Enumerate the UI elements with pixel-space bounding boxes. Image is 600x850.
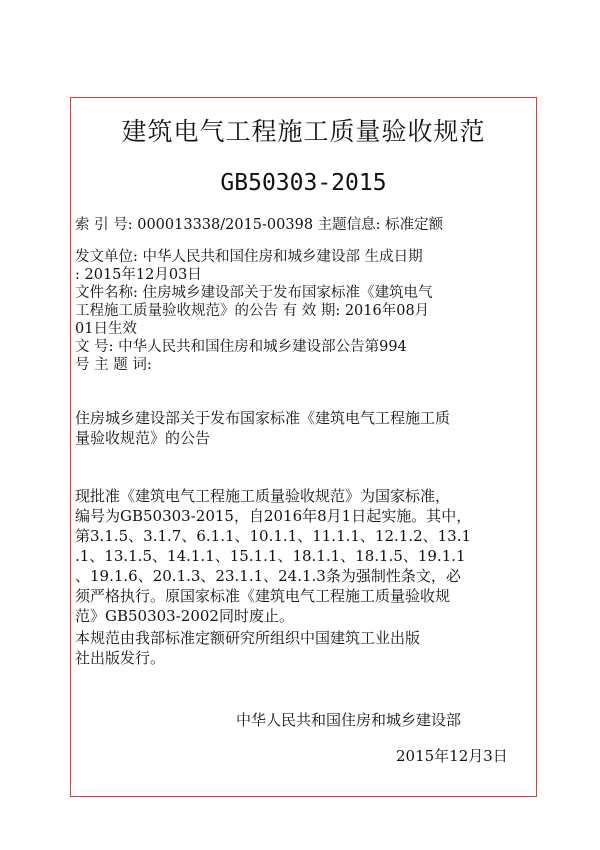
paragraph-line: 本规范由我部标准定额研究所组织中国建筑工业出版: [75, 629, 421, 647]
meta-line-docnumber: 文 号: 中华人民共和国住房和城乡建设部公告第994: [75, 339, 407, 355]
document-title: 建筑电气工程施工质量验收规范: [121, 117, 486, 146]
meta-line-effective: 01日生效: [75, 321, 137, 337]
paragraph-line: 社出版发行。: [75, 649, 166, 667]
paragraph-line: 现批准《建筑电气工程施工质量验收规范》为国家标准，: [75, 487, 451, 505]
paragraph-line: .1、13.1.5、14.1.1、15.1.1、18.1.1、18.1.5、19.1.1: [75, 547, 466, 565]
meta-line-date: : 2015年12月03日: [75, 267, 202, 283]
announcement-heading: [75, 408, 530, 448]
heading-line: 量验收规范》的公告: [75, 429, 211, 447]
heading-line: 住房城乡建设部关于发布国家标准《建筑电气工程施工质: [75, 409, 451, 427]
paragraph-line: 须严格执行。原国家标准《建筑电气工程施工质量验收规: [75, 587, 451, 605]
signature: 中华人民共和国住房和城乡建设部: [236, 711, 462, 729]
paragraph-line: 、19.1.6、20.1.3、23.1.1、24.1.3条为强制性条文，必: [75, 567, 461, 585]
paragraph-line: 第3.1.5、3.1.7、6.1.1、10.1.1、11.1.1、12.1.2、13.1: [75, 527, 472, 545]
standard-code: GB50303-2015: [220, 170, 387, 196]
meta-line-filename: 文件名称: 住房城乡建设部关于发布国家标准《建筑电气: [75, 285, 433, 301]
paragraph-line: 范》GB50303-2002同时废止。: [75, 607, 294, 625]
meta-line-keywords: 号 主 题 词:: [75, 357, 152, 373]
meta-line-issuer: 发文单位: 中华人民共和国住房和城乡建设部 生成日期: [75, 249, 423, 265]
paragraph-line: 编号为GB50303-2015，自2016年8月1日起实施。其中，: [75, 507, 472, 525]
meta-line-filename-cont: 工程施工质量验收规范》的公告 有 效 期: 2016年08月: [75, 303, 430, 319]
paragraph-approval: [75, 486, 530, 626]
signature-date: 2015年12月3日: [396, 747, 508, 765]
meta-line-index: 索 引 号: 000013338/2015-00398 主题信息: 标准定额: [75, 217, 444, 233]
meta-block: [75, 216, 443, 374]
paragraph-publisher: [75, 628, 530, 668]
